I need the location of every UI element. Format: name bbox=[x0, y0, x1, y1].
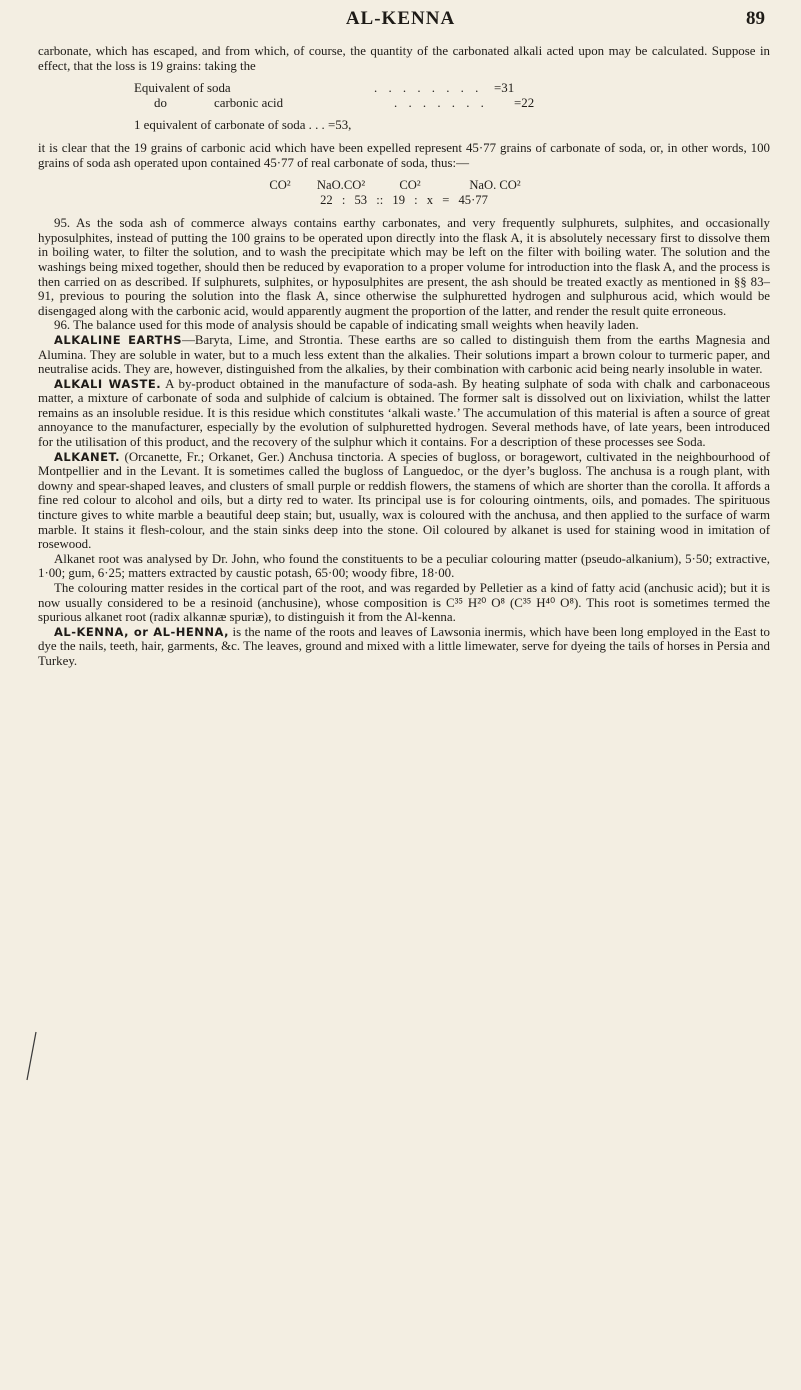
paragraph-clear: it is clear that the 19 grains of carbonic acid which have been expelled represent 45·77 grains of carbonate of soda, or, in other words, 100 grains of soda ash operated upon contained 45·77 of real carbonate of soda, thus:— bbox=[38, 140, 770, 170]
equivalent-value-carbonic: =22 bbox=[514, 95, 535, 110]
equivalent-label-soda: Equivalent of soda bbox=[134, 81, 231, 96]
paragraph-96: 96. The balance used for this mode of analysis should be capable of indicating small weights when heavily laden. bbox=[54, 318, 639, 333]
formula-term: CO² bbox=[399, 178, 421, 193]
paragraph-intro: carbonate, which has escaped, and from which, of course, the quantity of the carbonated alkali acted upon may be calculated. Suppose in effect, that the loss is 19 grains: taking the bbox=[38, 44, 770, 73]
entry-alkanet bbox=[38, 450, 770, 552]
formula-bottom-row: 22 : 53 :: 19 : x = 45·77 bbox=[320, 193, 488, 208]
page-header bbox=[0, 8, 801, 32]
equivalent-value-soda: =31 bbox=[494, 81, 515, 96]
entry-text-alkali-waste: A by-product obtained in the manufacture of soda-ash. By heating sulphate of soda with chalk and carbonaceous matter, a mixture of carbonate of soda and sulphide of calcium is obtained. The former salt is dissolved out on lixiviation, whilst the latter remains as an insoluble residue. It is this residue which constitutes ‘alkali waste.’ The accumulation of this material is aften a source of great annoyance to the manufacturer, especially by the evolution of sulphuretted hydrogen. Several methods have, of late years, been introduced for the utilisation of this product, and the recovery of the sulphur which it contains. For a description of these processes see Soda. bbox=[38, 376, 770, 450]
equivalent-row-soda bbox=[134, 81, 770, 96]
paragraph-colouring-matter: The colouring matter resides in the cortical part of the root, and was regarded by Pelletier as a kind of fatty acid (anchusic acid); but it is now usually considered to be a resinoid (anchusine), whose composition is C³⁵ H²⁰ O⁸ (C³⁵ H⁴⁰ O⁸). This root is sometimes termed the spurious alkanet root (radix alkannæ spuriæ), to distinguish it from the Al-kenna. bbox=[38, 581, 770, 625]
equivalent-label-do: do bbox=[154, 95, 167, 110]
equivalent-row-carbonic bbox=[134, 96, 770, 111]
equivalent-dots: . . . . . . . bbox=[394, 95, 488, 110]
formula-term: NaO. CO² bbox=[469, 178, 521, 193]
formula-term: NaO.CO² bbox=[316, 178, 366, 193]
headword-alkali-waste: ALKALI WASTE. bbox=[54, 376, 162, 391]
entry-text-alkaline-earths: —Baryta, Lime, and Strontia. These earths are so called to distinguish them from the earths Magnesia and Alumina. They are soluble in water, but to a much less extent than the alkalies. Their solutions impart a brown colour to turmeric paper, and neutralise acids. They are, however, distinguished from the alkalies, by their combination with carbonic acid being nearly insoluble in water. bbox=[38, 332, 770, 377]
entry-text-al-kenna: is the name of the roots and leaves of Lawsonia inermis, which have been long employed in the East to dye the nails, teeth, hair, garments, &c. The leaves, ground and mixed with a little limewater, serve for dyeing the tails of horses in Persia and Turkey. bbox=[38, 624, 770, 668]
paragraph-alkanet-root: Alkanet root was analysed by Dr. John, who found the constituents to be a peculiar colouring matter (pseudo-alkanium), 5·50; extractive, 1·00; gum, 6·25; matters extracted by caustic potash, 65·00; woody fibre, 18·00. bbox=[38, 551, 770, 581]
entry-al-kenna bbox=[38, 625, 770, 669]
headword-alkanet: ALKANET. bbox=[54, 449, 120, 464]
page-number: 89 bbox=[746, 8, 765, 29]
running-head: AL-KENNA bbox=[345, 8, 456, 29]
entry-alkali-waste bbox=[38, 377, 770, 450]
equivalent-total: 1 equivalent of carbonate of soda . . . =53, bbox=[134, 118, 352, 133]
pencil-mark-icon bbox=[24, 1030, 38, 1084]
paragraph-95: 95. As the soda ash of commerce always contains earthy carbonates, and very frequently sulphurets, sulphites, and occasionally hyposulphites, instead of putting the 100 grains to be operated upon directly into the flask A, it is absolutely necessary first to dissolve them in boiling water, to filter the solution, and to wash the precipitate which may be left on the filter with boiling water. The solution and the washings being mixed together, should then be reduced by evaporation to a proper volume for introduction into the flask A, and the process is then carried on as described. If sulphurets, sulphites, or hyposulphites are present, the ash should be treated exactly as mentioned in §§ 83–91, previous to pouring the solution into the flask A, since otherwise the sulphuretted hydrogen and sulphurous acid, which would be disengaged along with the carbonic acid, would apparently augment the proportion of the latter, and render the result quite erroneous. bbox=[38, 216, 770, 318]
formula-term: CO² bbox=[269, 178, 291, 193]
headword-alkaline-earths: ALKALINE EARTHS bbox=[54, 332, 183, 347]
equivalent-dots: . . . . . . . . bbox=[374, 81, 483, 96]
entry-alkaline-earths bbox=[38, 333, 770, 377]
formula-top-row bbox=[38, 178, 770, 193]
body-text bbox=[38, 44, 770, 669]
headword-al-kenna: AL-KENNA, or AL-HENNA, bbox=[54, 624, 229, 639]
proportion-formula bbox=[38, 178, 770, 208]
entry-text-alkanet: (Orcanette, Fr.; Orkanet, Ger.) Anchusa tinctoria. A species of bugloss, or boragewort, cultivated in the neighbourhood of Montpellier and in the Levant. It is sometimes called the bugloss of Languedoc, or the dyer’s bugloss. The anchusa is a rough plant, with downy and spear-shaped leaves, and clusters of small purple or reddish flowers, the stamens of which are shorter than the corolla. It affords a fine red colour to alcohol and oils, but a dirty red to water. Its principal use is for colouring ointments, oils, and pomades. The spirituous tincture gives to white marble a beautiful deep stain; but, usually, wax is coloured with the anchusa, and then applied to the surface of warm marble. It stains it flesh-colour, and the stain sinks deep into the stone. Oil coloured by alkanet is used for staining wood in imitation of rosewood. bbox=[38, 449, 770, 552]
equivalent-label-carbonic: carbonic acid bbox=[214, 95, 284, 110]
